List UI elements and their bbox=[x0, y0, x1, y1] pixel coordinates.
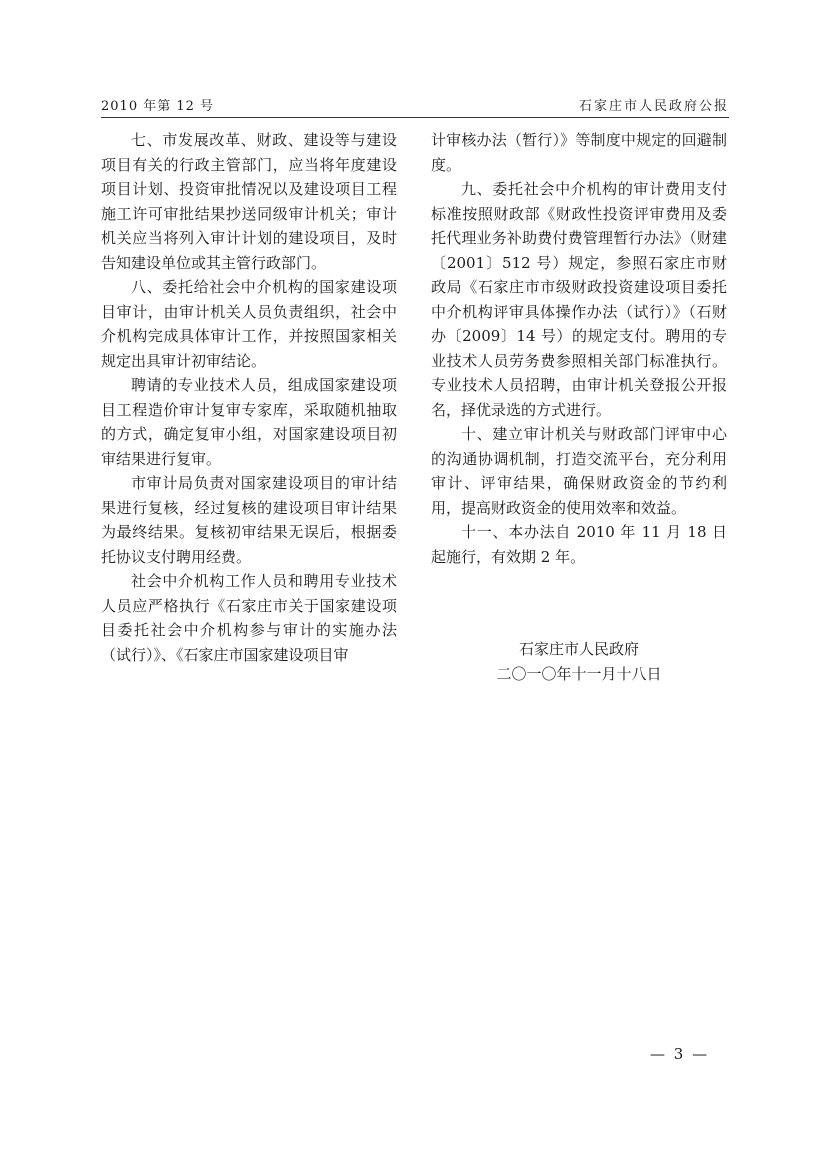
paragraph-article-10: 十、建立审计机关与财政部门评审中心的沟通协调机制，打造交流平台，充分利用审计、评审结果，确保财政资金的节约利用，提高财政资金的使用效率和效益。 bbox=[431, 425, 727, 517]
right-column bbox=[431, 128, 727, 569]
signature-block bbox=[431, 637, 727, 687]
page-number: — 3 — bbox=[650, 1045, 710, 1063]
paragraph-experts: 聘请的专业技术人员，组成国家建设项目工程造价审计复审专家库，采取随机抽取的方式，确定复审小组，对国家建设项目初审结果进行复审。 bbox=[101, 376, 397, 468]
issuing-organization: 石家庄市人民政府 bbox=[518, 640, 639, 658]
paragraph-article-7: 七、市发展改革、财政、建设等与建设项目有关的行政主管部门，应当将年度建设项目计划、投资审批情况以及建设项目工程施工许可审批结果抄送同级审计机关；审计机关应当将列入审计计划的建设项目，及时告知建设单位或其主管行政部门。 bbox=[101, 131, 397, 272]
paragraph-article-8: 八、委托给社会中介机构的国家建设项目审计，由审计机关人员负责组织，社会中介机构完成具体审计工作，并按照国家相关规定出具审计初审结论。 bbox=[101, 278, 397, 370]
paragraph-compliance: 社会中介机构工作人员和聘用专业技术人员应严格执行《石家庄市关于国家建设项目委托社会中介机构参与审计的实施办法（试行）》、《石家庄市国家建设项目审 bbox=[101, 572, 397, 664]
issue-date: 二〇一〇年十一月十八日 bbox=[496, 665, 662, 683]
paragraph-article-11: 十一、本办法自 2010 年 11 月 18 日起施行，有效期 2 年。 bbox=[431, 523, 727, 566]
paragraph-article-9: 九、委托社会中介机构的审计费用支付标准按照财政部《财政性投资评审费用及委托代理业务补助费付费管理暂行办法》（财建〔2001〕512 号）规定，参照石家庄市财政局《石家庄市市级财政投资建设项目委托中介机构评审具体操作办法（试行）》（石财办〔2009〕14 号）的规定支付。聘用的专业技术人员劳务费参照相关部门标准执行。专业技术人员招聘，由审计机关登报公开报名，择优录选的方式进行。 bbox=[431, 180, 727, 419]
header-divider bbox=[101, 117, 729, 118]
paragraph-compliance-continued: 计审核办法（暂行）》等制度中规定的回避制度。 bbox=[431, 131, 727, 174]
publication-title: 石家庄市人民政府公报 bbox=[578, 99, 729, 114]
paragraph-review: 市审计局负责对国家建设项目的审计结果进行复核，经过复核的建设项目审计结果为最终结果。复核初审结果无误后，根据委托协议支付聘用经费。 bbox=[101, 474, 397, 566]
left-column bbox=[101, 128, 397, 667]
issue-number: 2010 年第 12 号 bbox=[101, 99, 215, 114]
page-header bbox=[101, 93, 729, 117]
